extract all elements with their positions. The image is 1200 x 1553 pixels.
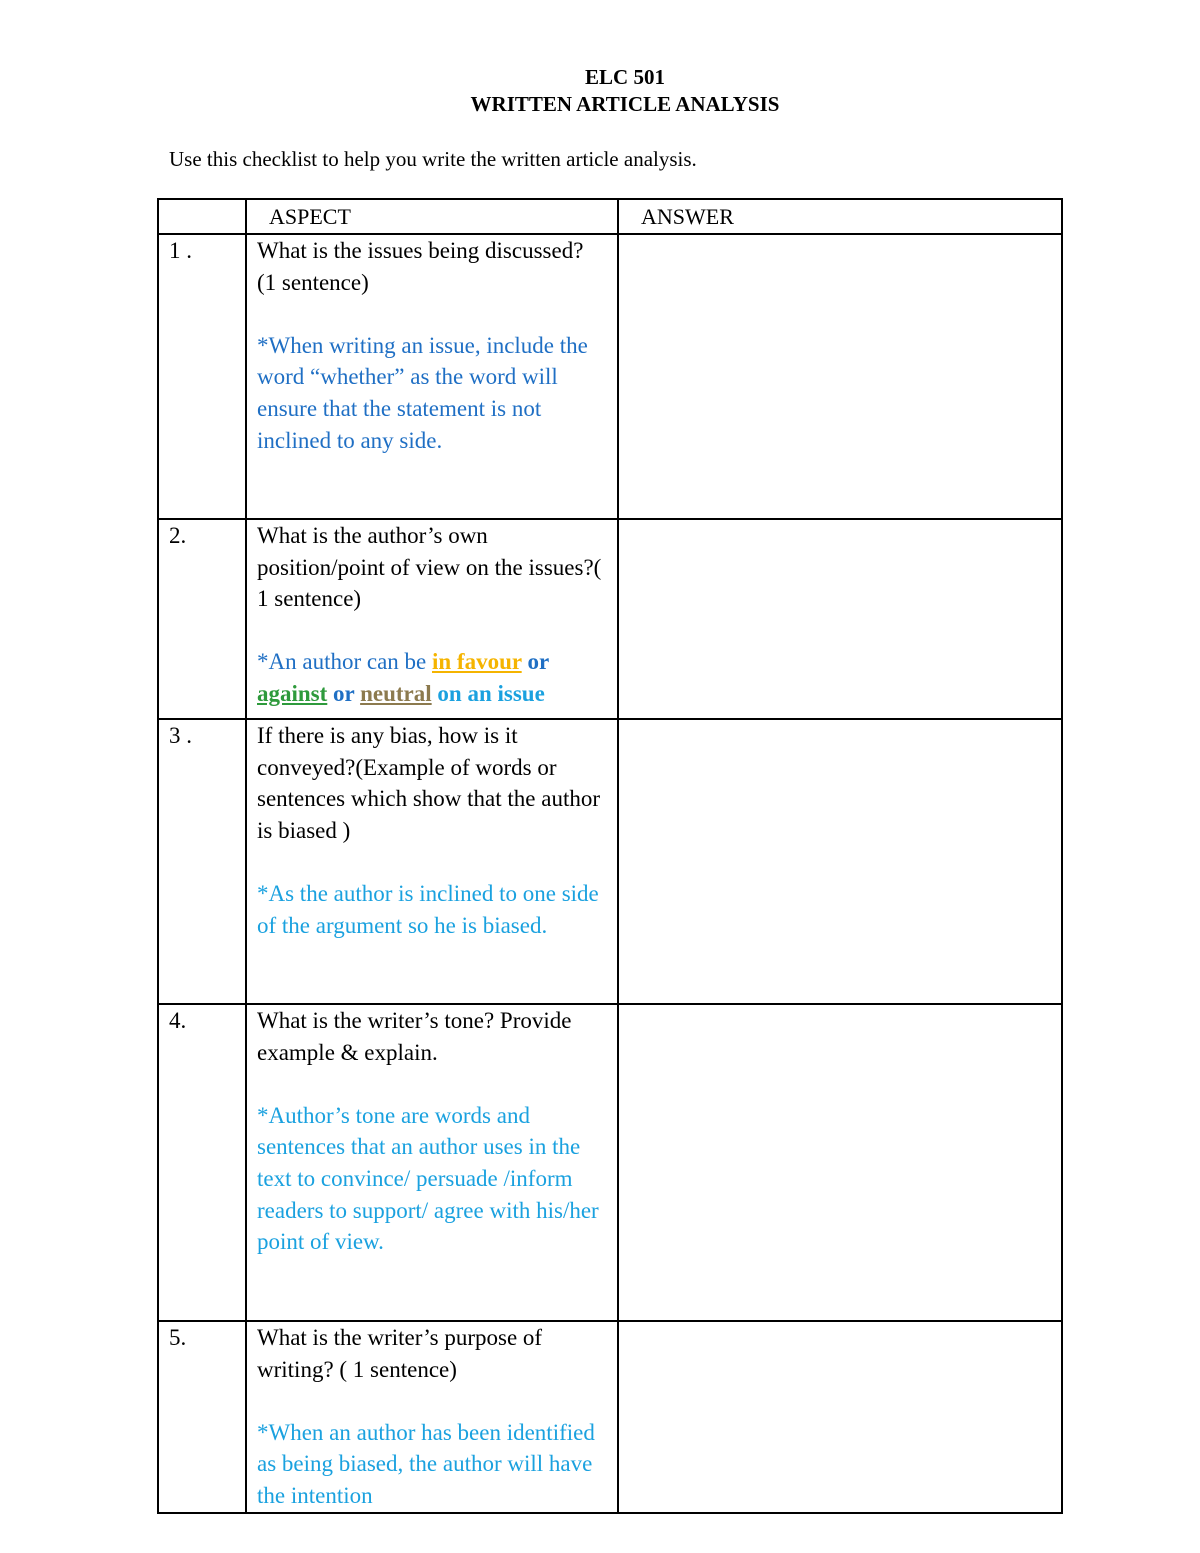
tip-text: *An author can be [257, 649, 432, 675]
aspect-question: What is the issues being discussed? (1 sentence) [257, 238, 584, 295]
row-number: 1 . [158, 234, 246, 519]
course-code: ELC 501 [585, 65, 665, 89]
intro-text: Use this checklist to help you write the written article analysis. [169, 147, 697, 171]
answer-cell[interactable] [618, 719, 1062, 1004]
table-row [158, 1004, 1062, 1321]
aspect-cell [246, 519, 618, 719]
tip-text: or [521, 649, 549, 675]
aspect-question: What is the author’s own position/point of view on the issues?( 1 sentence) [257, 523, 602, 612]
aspect-tip: *When writing an issue, include the word “whether” as the word will ensure that the statement is not inclined to any side. [257, 332, 588, 453]
tip-against: against [257, 680, 328, 706]
tip-in-favour: in favour [432, 649, 522, 675]
table-row [158, 719, 1062, 1004]
table-header-row [158, 199, 1062, 234]
aspect-tip: *As the author is inclined to one side of the argument so he is biased. [257, 880, 599, 938]
aspect-cell [246, 1321, 618, 1513]
aspect-question: If there is any bias, how is it conveyed?(Example of words or sentences which show that the author is biased ) [257, 723, 600, 843]
aspect-tip: *When an author has been identified as being biased, the author will have the intention [257, 1419, 595, 1508]
header-answer: ANSWER [618, 199, 1062, 234]
aspect-question: What is the writer’s purpose of writing? ( 1 sentence) [257, 1325, 543, 1382]
aspect-cell [246, 234, 618, 519]
aspect-tip: *Author’s tone are words and sentences that an author uses in the text to convince/ persuade /inform readers to support/ agree with his/her point of view. [257, 1102, 599, 1255]
aspect-cell [246, 1004, 618, 1321]
aspect-cell [246, 719, 618, 1004]
answer-cell[interactable] [618, 1004, 1062, 1321]
row-number: 5. [158, 1321, 246, 1513]
aspect-question: What is the writer’s tone? Provide example & explain. [257, 1008, 572, 1065]
row-number: 2. [158, 519, 246, 719]
tip-text: on an issue [431, 680, 545, 706]
answer-cell[interactable] [618, 519, 1062, 719]
header-aspect: ASPECT [246, 199, 618, 234]
tip-text: or [327, 680, 361, 706]
header-number-cell [158, 199, 246, 234]
aspect-tip [257, 646, 607, 709]
tip-neutral: neutral [360, 680, 432, 706]
table-row [158, 519, 1062, 719]
answer-cell[interactable] [618, 234, 1062, 519]
row-number: 3 . [158, 719, 246, 1004]
document-title: WRITTEN ARTICLE ANALYSIS [470, 92, 780, 116]
table-row [158, 1321, 1062, 1513]
answer-cell[interactable] [618, 1321, 1062, 1513]
row-number: 4. [158, 1004, 246, 1321]
checklist-table [157, 198, 1063, 1514]
table-row [158, 234, 1062, 519]
